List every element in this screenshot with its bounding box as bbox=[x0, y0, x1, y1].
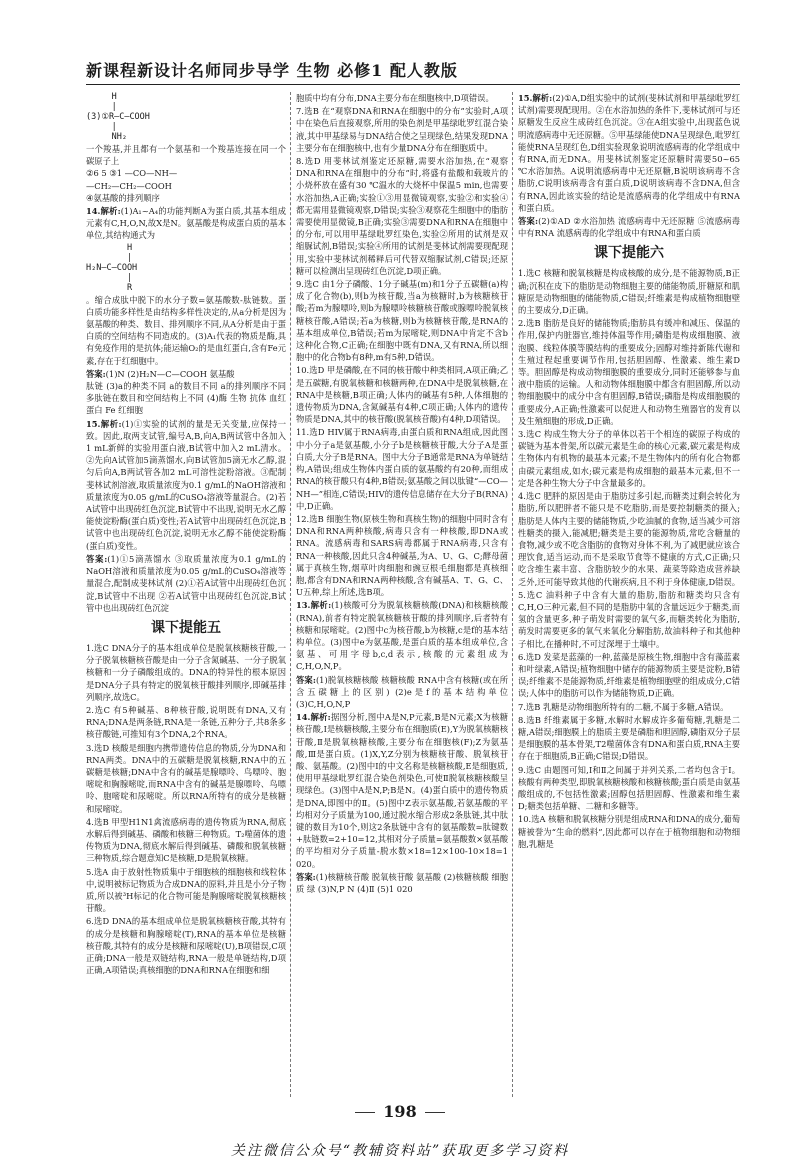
column-2 bbox=[296, 92, 508, 1097]
list-item: 6.选D DNA的基本组成单位是脱氧核糖核苷酸,其特有的成分是核糖和胸腺嘧啶(T),RNA的基本单位是核糖核苷酸,其特有的成分是核糖和尿嘧啶(U),B项错误,C项正确;DNA一般是双链结构,RNA一般是单链结构,D项正确,A项错误;真核细胞的DNA和RNA在细胞和细 bbox=[86, 916, 286, 976]
answer-q14 bbox=[86, 205, 286, 242]
label: 15.解析: bbox=[86, 418, 122, 429]
answer-key-q13 bbox=[296, 674, 508, 711]
list-item: 7.选B 在“观察DNA和RNA在细胞中的分布”实验时,A项中在染色后直接观察,所用的染色剂是甲基绿吡罗红混合染液,其中甲基绿易与DNA结合使之呈现绿色,结果发现DNA主要分布在细胞核中,也有少量DNA分布在细胞质中。 bbox=[296, 106, 508, 153]
list-item: 9.选C 由1分子磷酸、1分子碱基(m)和1分子五碳糖(a)构成了化合物(b),则b为核苷酸,当a为核糖时,b为核糖核苷酸;若m为腺嘌呤,则b为腺嘌呤核糖核苷酸或腺嘌呤脱氧核糖核苷酸,A错误;若a为核糖,则b为核糖核苷酸,是RNA的基本组成单位,B错误;若m为尿嘧啶,则DNA中肯定不含b这种化合物,C正确;在细胞中既有DNA,又有RNA,所以细胞中的化合物b有8种,m有5种,D错误。 bbox=[296, 279, 508, 363]
answer-q15 bbox=[86, 418, 286, 552]
text: (1)A₁~A₄的功能判断A为蛋白质,其基本组成元素有C,H,O,N,故X是N。氨基酸是构成蛋白质的基本单位,其结构通式为 bbox=[86, 206, 286, 241]
column-divider bbox=[290, 92, 291, 1097]
list-item: 4.选C 肥胖的原因是由于脂肪过多引起,而糖类过剩会转化为脂肪,所以肥胖者不能只是不吃脂肪,而是要控制糖类的摄入;脂肪是人体内主要的储能物质,少吃油腻的食物,适当减少可溶性糖类的摄入,能减肥;糖类是主要的能源物质,常吃含糖量的食物,减少或不吃含脂肪的食物对身体不利,为了减肥就应该合理饮食,适当运动,而不是采取节食等不健康的方式,C正确;只吃含维生素丰富、含脂肪较少的水果、蔬菜等除造成营养缺乏外,还可能导致其他的代谢疾病,且不利于身体健康,D错误。 bbox=[518, 491, 740, 587]
answer-key-q15 bbox=[86, 553, 286, 614]
text: (1)核酸可分为脱氧核糖核酸(DNA)和核糖核酸(RNA),前者有特定脱氧核糖核苷酸的排列顺序,后者特有核糖和尿嘧啶。(2)图中c为核苷酸,b为核糖,c是f的基本结构单位。(3)图中e为氨基酸,是蛋白质的基本组成单位,含氨基、可用字母b,c,d表示,核酸的元素组成为C,H,O,N,P。 bbox=[296, 600, 508, 672]
text: (1)①实验的试剂的量是无关变量,应保持一致。因此,取两支试管,编号A,B,向A,B两试管中各加入1 mL新鲜的实验用蛋白液,B试管中加入2 mL清水。②先向A试管加5滴蒸馏水,向B试管加5滴无水乙醇,混匀后向A,B两试管各加2 mL可溶性淀粉溶液。③配制斐林试剂溶液,取质量浓度为0.1 g/mL的NaOH溶液和质量浓度为0.05 g/mL的CuSO₄溶液等量混合。(2)若A试管中出现砖红色沉淀,B试管中不出现,说明无水乙醇能使淀粉酶(蛋白质)变性;若A试管中出现砖红色沉淀,B试管中也出现砖红色沉淀,说明无水乙醇不能使淀粉酶(蛋白质)变性。 bbox=[86, 418, 286, 551]
label: 答案: bbox=[296, 871, 316, 882]
text: (1)①5滴蒸馏水 ③取质量浓度为0.1 g/mL的NaOH溶液和质量浓度为0.05 g/mL的CuSO₄溶液等量混合,配制成斐林试剂 (2)①若A试管中出现砖红色沉淀,B试管中不出现 ②若A试管中出现砖红色沉淀,B试管中也出现砖红色沉淀 bbox=[86, 553, 286, 613]
answer-key-q14 bbox=[296, 871, 508, 895]
dash-left bbox=[355, 1112, 375, 1113]
label: 14.解析: bbox=[296, 712, 331, 723]
label: 答案: bbox=[518, 216, 539, 227]
list-item: 2.选B 脂肪是良好的储能物质;脂肪具有缓冲和减压、保温的作用,保护内脏器官,维持体温等作用;磷脂是构成细胞膜、液泡膜、线粒体膜等膜结构的重要成分;固醇对维持新陈代谢和生殖过程起重要调节作用,包括胆固醇、性激素、维生素D等。胆固醇是构成动物细胞膜的重要成分,同时还能够参与血液中脂质的运输。人和动物体细胞膜中都含有胆固醇,所以动物细胞膜中的成分中含有胆固醇,B错误;磷脂是构成细胞膜的重要成分,A正确;性激素可以促进人和动物生殖器官的发育以及生殖细胞的形成,D正确。 bbox=[518, 318, 740, 426]
label: 答案: bbox=[296, 674, 316, 685]
list-item: 5.选C 油料种子中含有大量的脂肪,脂肪和糖类均只含有C,H,O三种元素,但不同的是脂肪中氧的含量远远少于糖类,而氢的含量更多,种子萌发时需要的氧气多,而糖类转化为脂肪,萌发时需要更多的氧气来氧化分解脂肪,故油料种子和其他种子相比,在播种时,不可过深埋于土壤中。 bbox=[518, 589, 740, 649]
label: 答案: bbox=[86, 553, 108, 564]
list-item: 4.选B 甲型H1N1禽流感病毒的遗传物质为RNA,彻底水解后得到碱基、磷酸和核糖三种物质。T₂噬菌体的遗传物质为DNA,彻底水解后得到碱基、磷酸和脱氧核糖三种物质,综合题意知C是核糖,D是脱氧核糖。 bbox=[86, 816, 286, 864]
list-item: 3.选C 构成生物大分子的单体以若干个相连的碳原子构成的碳链为基本骨架,所以碳元素是生命的核心元素,碳元素是构成生物体内有机物的最基本元素;不是生物体内的所有化合物都由碳元素组成,如水;碳元素是构成细胞的最基本元素,但不一定是各种生物大分子中含量最多的。 bbox=[518, 429, 740, 488]
list-item: 10.选A 核糖和脱氧核糖分别是组成RNA和DNA的成分,葡萄糖被誉为“生命的燃料”,因此都可以存在于植物细胞和动物细胞,乳糖是 bbox=[518, 814, 740, 849]
section-title-5: 课下提能五 bbox=[151, 619, 221, 636]
list-item: 1.选C DNA分子的基本组成单位是脱氧核糖核苷酸,一分子脱氧核糖核苷酸是由一分子含氮碱基、一分子脱氧核糖和一分子磷酸组成的。DNA的特异性的根本原因是DNA分子具有特定的脱氧核苷酸排列顺序,即碱基排列顺序,故选C。 bbox=[86, 642, 286, 702]
text: 据图分析,图中A是N,P元素,B是N元素;X为核糖核苷酸,Ⅰ是核糖核酸,主要分布在细胞质(E),Y为脱氧核糖核苷酸,Ⅱ是脱氧核糖核酸,主要分布在细胞核(F);Z为氨基酸,Ⅲ是蛋白质。(1)X,Y,Z分别为核糖核苷酸、脱氧核苷酸、氨基酸。(2)图中Ⅰ的中文名称是核糖核酸,E是细胞质,使用甲基绿吡罗红混合染色剂染色,可使Ⅱ脱氧核糖核酸呈现绿色。(3)图中A是N,P;B是N。(4)蛋白质中的遗传物质是DNA,即图中的Ⅱ。(5)图中Z表示氨基酸,若氨基酸的平均相对分子质量为100,通过脱水缩合形成2条肽链,其中肽键的数目为10个,则这2条肽链中含有的氨基酸数=肽键数+肽链数=2+10=12,其相对分子质量=氨基酸数×氨基酸的平均相对分子质量-脱水数×18=12×100-10×18=1 020。 bbox=[296, 712, 508, 869]
page-header: 新课程新设计名师同步导学 生物 必修1 配人教版 bbox=[86, 61, 458, 80]
list-item: 11.选D HIV属于RNA病毒,由蛋白质和RNA组成,因此图中小分子a是氨基酸,小分子b是核糖核苷酸,大分子A是蛋白质,大分子B是RNA。图中大分子B通常是RNA为单链结构,A错误;组成生物体内蛋白质的氨基酸约有20种,而组成RNA的核苷酸只有4种,B错误;氨基酸之间以肽键“—CO—NH—”相连,C错误;HIV的遗传信息储存在大分子B(RNA)中,D正确。 bbox=[296, 427, 508, 511]
answer-q13 bbox=[296, 599, 508, 672]
text: (1)N (2)H₂N—C—COOH 氨基酸 肽链 (3)a的种类不同 a的数目不同 a的排列顺序不同 多肽链在数目和空间结构上不同 (4)酶 生物 抗体 血红蛋白 Fe 红细胞 bbox=[86, 368, 286, 416]
answer-q15 bbox=[518, 92, 740, 214]
list-item: 胞质中均有分布,DNA主要分布在细胞核中,D项错误。 bbox=[296, 93, 494, 103]
list-item: 10.选D 甲是磷酸,在不同的核苷酸中种类相同,A项正确;乙是五碳糖,有脱氧核糖和核糖两种,在DNA中是脱氧核糖,在RNA中是核糖,B项正确;人体内的碱基有5种,人体细胞的遗传物质为DNA,含氮碱基有4种,C项正确;人体内的遗传物质是DNA,其中的核苷酸(脱氧核苷酸)有4种,D项错误。 bbox=[296, 365, 508, 425]
text: (1)核糖核苷酸 脱氧核苷酸 氨基酸 (2)核糖核酸 细胞质 绿 (3)N,P N (4)Ⅱ (5)1 020 bbox=[296, 871, 508, 894]
page-number-text: 198 bbox=[383, 1102, 417, 1121]
answer-q14 bbox=[296, 711, 508, 870]
label: 15.解析: bbox=[518, 93, 553, 103]
list-item: 12.选B 细胞生物(原核生物和真核生物)的细胞中同时含有DNA和RNA两种核酸,病毒只含有一种核酸,即DNA或RNA。流感病毒和SARS病毒都属于RNA病毒,只含有RNA一种核酸,因此只含4种碱基,为A、U、G、C;酵母菌属于真核生物,烟草叶肉细胞和豌豆根毛细胞都是真核细胞,都含有DNA和RNA两种核酸,含有碱基A、T、G、C、U五种,综上所述,选B项。 bbox=[296, 513, 508, 598]
label: 答案: bbox=[86, 368, 106, 379]
answer-key-q14 bbox=[86, 368, 286, 417]
list-item: 8.选B 纤维素属于多糖,水解时水解成许多葡萄糖,乳糖是二糖,A错误;细胞膜上的脂质主要是磷脂和胆固醇,磷脂双分子层是细胞膜的基本骨架,T2噬菌体含有DNA和蛋白质,RNA主要存在于细胞质,B正确;C错误;D错误。 bbox=[518, 714, 740, 762]
answer-q13: 一个羧基,并且都有一个氨基和一个羧基连接在同一个碳原子上 ②6 5 ③1 —CO—NH— —CH₂—CH₂—COOH ④氨基酸的排列顺序 bbox=[86, 144, 286, 203]
header-rule bbox=[86, 84, 740, 85]
label: 13.解析: bbox=[296, 600, 332, 611]
column-divider bbox=[512, 92, 513, 1097]
text: (1)脱氧核糖核酸 核糖核酸 RNA中含有核糖(或在所含五碳糖上的区别) (2)e是f的基本结构单位 (3)C,H,O,N,P bbox=[296, 674, 508, 709]
list-item: 9.选C 由题图可知,Ⅰ和Ⅱ之间属于并列关系,二者均包含于Ⅰ。核酸有两种类型,即脱氧核糖核酸和核糖核酸;蛋白质是由氨基酸组成的,不包括性激素;固醇包括胆固醇、性激素和维生素D;糖类包括单糖、二糖和多糖等。 bbox=[518, 764, 740, 812]
column-3 bbox=[518, 92, 740, 1097]
column-1 bbox=[86, 92, 286, 1097]
text: (2)①AD ②水浴加热 流感病毒中无还原糖 ⑤流感病毒中有RNA 流感病毒的化学组成中有RNA和蛋白质 bbox=[518, 216, 740, 239]
page-number bbox=[0, 1102, 800, 1121]
list-item: 3.选D 核酸是细胞内携带遗传信息的物质,分为DNA和RNA两类。DNA中的五碳糖是脱氧核糖,RNA中的五碳糖是核糖;DNA中含有的碱基是腺嘌呤、鸟嘌呤、胞嘧啶和胸腺嘧啶,而RNA中含有的碱基是腺嘌呤、鸟嘌呤、胞嘧啶和尿嘧啶。所以RNA所特有的成分是核糖和尿嘧啶。 bbox=[86, 742, 286, 814]
footer-note: 关注微信公众号“教辅资料站”获取更多学习资料 bbox=[230, 1143, 570, 1159]
list-item: 2.选C 有5种碱基、8种核苷酸,说明既有DNA,又有RNA;DNA是两条链,RNA是一条链,五种分子,共8条多核苷酸链,可推知有3个DNA,2个RNA。 bbox=[86, 704, 286, 740]
list-item: 1.选C 核糖和脱氧核糖是构成核酸的成分,是不能源物质,B正确;沉积在皮下的脂肪是动物细胞主要的储能物质,肝糖原和肌糖原是动物细胞的储能物质,C错误;纤维素是构成植物细胞壁的主要成分,D正确。 bbox=[518, 268, 740, 316]
answer-key-q15 bbox=[518, 215, 740, 239]
formula-q14: H | H₂N—C—COOH | R bbox=[86, 242, 138, 293]
formula-q13: H | (3)①R—C—COOH | NH₂ bbox=[86, 92, 150, 142]
answer-q14-cont: 。缩合成肽中脱下的水分子数=氨基酸数-肽链数。蛋白质功能多样性是由结构多样性决定的,从a分析是因为氨基酸的种类、数目、排列顺序不同,从A分析是由于蛋白质的空间结构不同造成的。(3)A₁代表的物质是酶,具有免疫作用的是抗体;能运输O₂的是血红蛋白,含有Fe元素,存在于红细胞中。 bbox=[86, 294, 286, 366]
list-item: 6.选D 发菜是蓝藻的一种,蓝藻是原核生物,细胞中含有藻蓝素和叶绿素,A错误;植物细胞中储存的能源物质主要是淀粉,B错误;纤维素不是能源物质,纤维素是植物细胞壁的组成成分,C错误;人体中的脂肪可以作为储能物质,D正确。 bbox=[518, 651, 740, 699]
list-item: 5.选A 由于放射性物质集中于细胞核的细胞核和线粒体中,说明被标记物质为合成DNA的原料,并且是小分子物质,所以被³H标记的化合物可能是胸腺嘧啶脱氧核糖核苷酸。 bbox=[86, 866, 286, 914]
section-title-6: 课下提能六 bbox=[594, 245, 664, 262]
text: (2)①A,D组实验中的试剂(斐林试剂和甲基绿吡罗红试剂)需要现配现用。②在水浴加热的条件下,斐林试剂可与还原糖发生反应生成砖红色沉淀。③在A组实验中,出现蓝色说明流感病毒中无还原糖。⑤甲基绿能使DNA呈现绿色,吡罗红能使RNA呈现红色,D组实验现象说明流感病毒的化学组成中有RNA,而无DNA。用斐林试剂鉴定还原糖时需要50~65 ℃水浴加热。A说明流感病毒中无还原糖,B说明该病毒不含脂肪,C说明该病毒含有蛋白质,D说明该病毒不含DNA,但含有RNA,因此该实验的结论是流感病毒的化学组成中有RNA和蛋白质。 bbox=[518, 93, 740, 213]
list-item: 8.选D 用斐林试剂鉴定还原糖,需要水浴加热,在“观察DNA和RNA在细胞中的分布”时,将盛有盐酸和载玻片的小烧杯放在盛有30 ℃温水的大烧杯中保温5 min,也需要水浴加热,A正确;实验①③用显微镜观察,实验②和实验④都无需用显微镜观察,D错误;实验③观察花生细胞中的脂肪需要使用显微镜,B正确;实验③需要DNA和RNA在细胞中的分布,可以用甲基绿吡罗红染色,实验②所用的试剂是双缩脲试剂,B错误;实验④所用的试剂是斐林试剂需要现配现用,实验中斐林试剂稀释后可代替双缩脲试剂,C错误;还原糖可以检测出呈现砖红色沉淀,D项正确。 bbox=[296, 156, 508, 276]
dash-right bbox=[425, 1112, 445, 1113]
label: 14.解析: bbox=[86, 206, 121, 217]
list-item: 7.选B 乳糖是动物细胞所特有的二糖,不属于多糖,A错误。 bbox=[518, 701, 729, 712]
